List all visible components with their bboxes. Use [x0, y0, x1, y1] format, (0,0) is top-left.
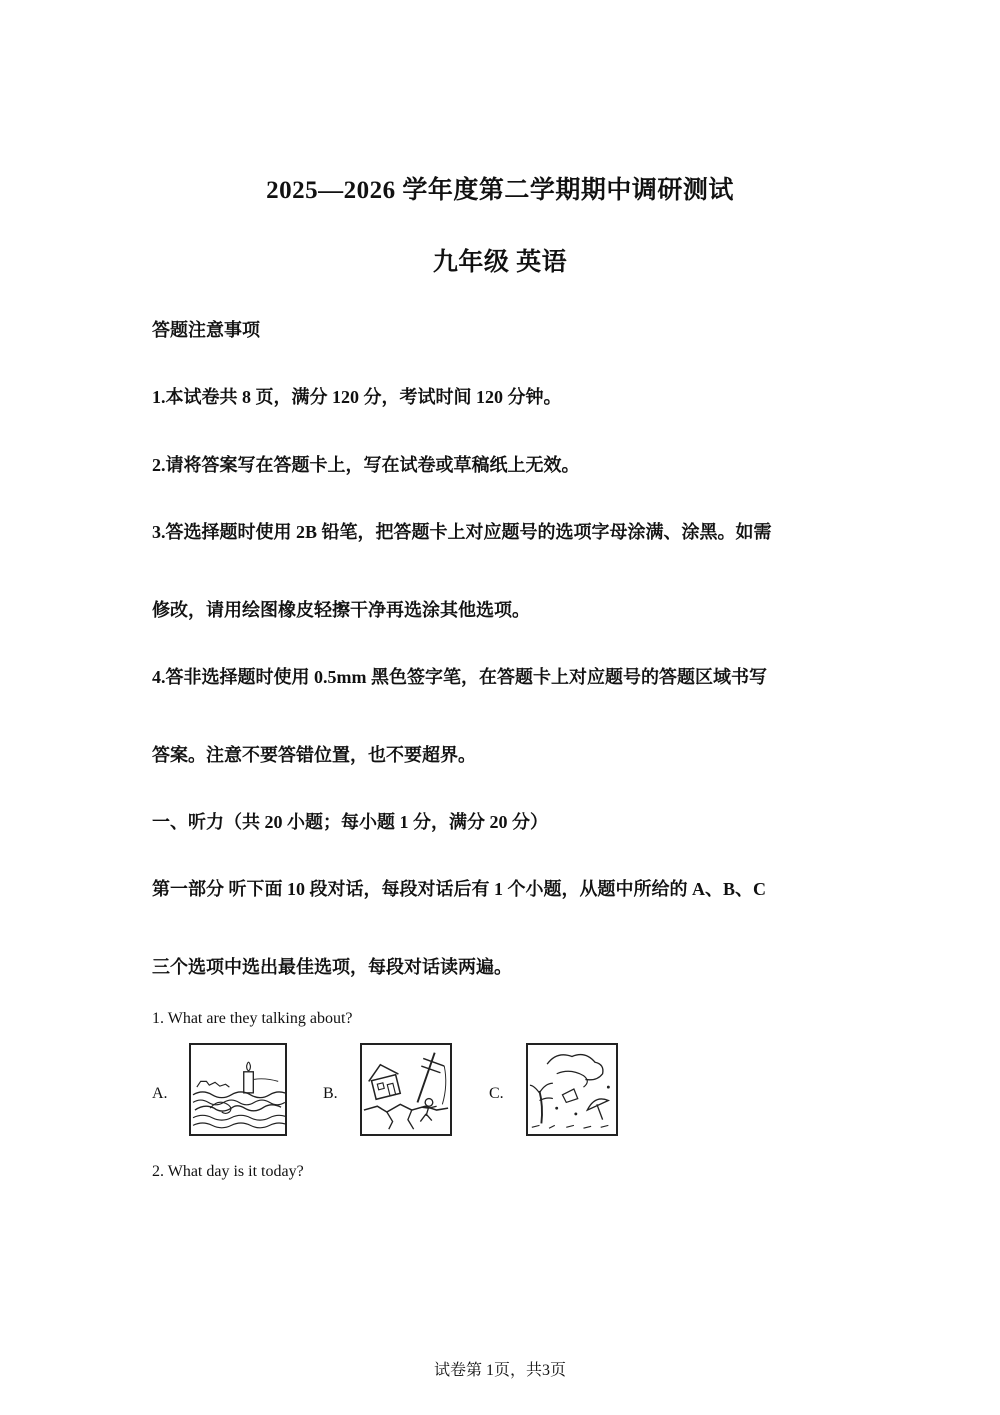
notice-item-2: 2.请将答案写在答题卡上，写在试卷或草稿纸上无效。 — [152, 455, 580, 475]
notice-heading: 答题注意事项 — [152, 320, 260, 340]
earthquake-picture-icon — [360, 1043, 452, 1136]
question-1-text: 1. What are they talking about? — [152, 1010, 353, 1027]
section-listening-heading: 一、听力（共 20 小题；每小题 1 分，满分 20 分） — [152, 812, 548, 832]
part1-instruction-line-2: 三个选项中选出最佳选项，每段对话读两遍。 — [152, 957, 512, 977]
notice-item-4-line-2: 答案。注意不要答错位置，也不要超界。 — [152, 745, 476, 765]
notice-item-4-line-1: 4.答非选择题时使用 0.5mm 黑色签字笔，在答题卡上对应题号的答题区域书写 — [152, 667, 767, 687]
notice-item-3-line-1: 3.答选择题时使用 2B 铅笔，把答题卡上对应题号的选项字母涂满、涂黑。如需 — [152, 522, 772, 542]
option-a-label: A. — [152, 1085, 168, 1102]
option-c-label: C. — [489, 1085, 504, 1102]
part1-instruction-line-1: 第一部分 听下面 10 段对话，每段对话后有 1 个小题，从题中所给的 A、B、C — [152, 879, 767, 899]
notice-item-1: 1.本试卷共 8 页，满分 120 分，考试时间 120 分钟。 — [152, 387, 562, 407]
notice-item-3-line-2: 修改，请用绘图橡皮轻擦干净再选涂其他选项。 — [152, 600, 530, 620]
page-footer: 试卷第 1页，共3页 — [433, 1362, 566, 1379]
flood-picture-icon — [189, 1043, 287, 1136]
question-2-text: 2. What day is it today? — [152, 1163, 304, 1180]
storm-picture-icon — [526, 1043, 618, 1136]
option-b-label: B. — [323, 1085, 338, 1102]
exam-subtitle: 九年级 英语 — [432, 249, 568, 276]
exam-title: 2025—2026 学年度第二学期期中调研测试 — [266, 177, 734, 204]
